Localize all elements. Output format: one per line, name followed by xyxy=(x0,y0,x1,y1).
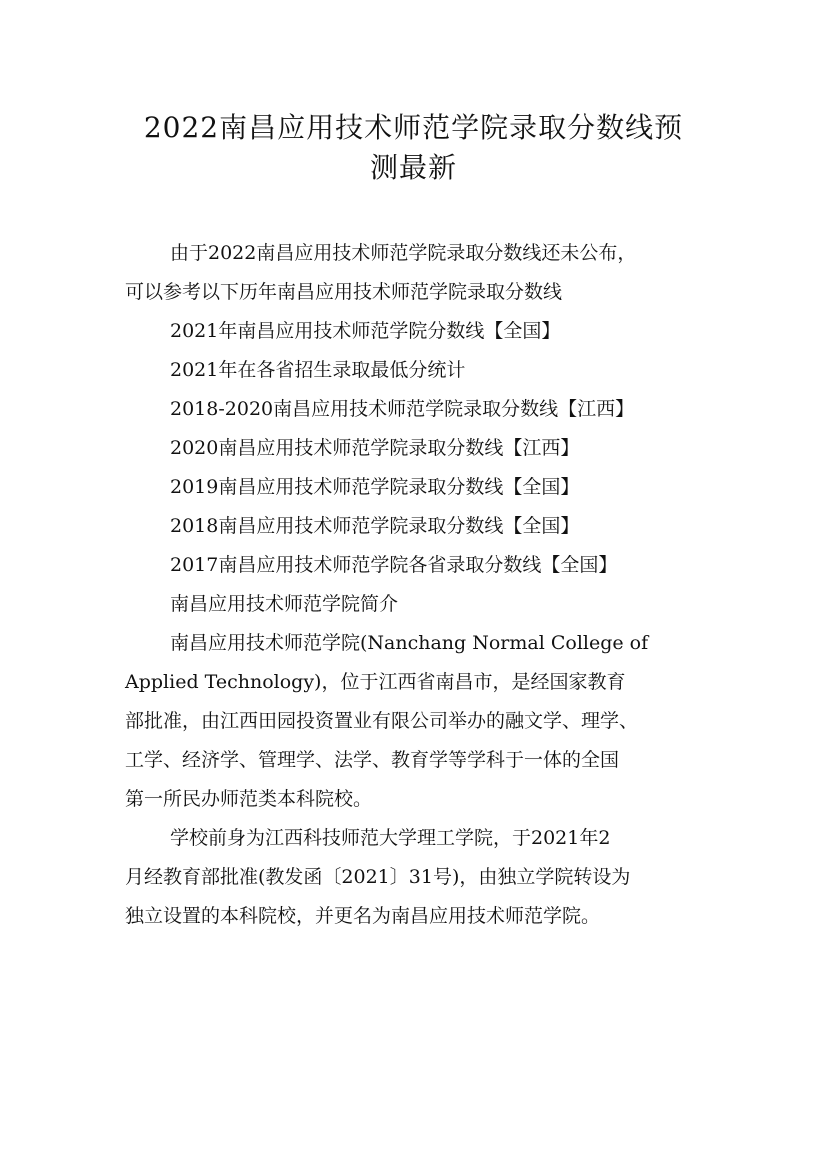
list-item: 2018南昌应用技术师范学院录取分数线【全国】 xyxy=(170,515,580,537)
section-heading: 南昌应用技术师范学院简介 xyxy=(170,593,399,615)
paragraph-line: 由于2022南昌应用技术师范学院录取分数线还未公布， xyxy=(170,242,637,264)
paragraph-line: 第一所民办师范类本科院校。 xyxy=(125,788,373,810)
paragraph-line: 工学、经济学、管理学、法学、教育学等学科于一体的全国 xyxy=(125,749,620,771)
list-item: 2021年在各省招生录取最低分统计 xyxy=(170,359,466,381)
paragraph-line: 月经教育部批准(教发函〔2021〕31号)，由独立学院转设为 xyxy=(125,866,631,888)
list-item: 2018-2020南昌应用技术师范学院录取分数线【江西】 xyxy=(170,398,635,420)
list-item: 2019南昌应用技术师范学院录取分数线【全国】 xyxy=(170,476,580,498)
paragraph-line: 南昌应用技术师范学院(Nanchang Normal College of xyxy=(170,632,649,654)
paragraph-line: 可以参考以下历年南昌应用技术师范学院录取分数线 xyxy=(125,281,563,303)
document-title-line-1: 2022南昌应用技术师范学院录取分数线预 xyxy=(143,111,684,144)
paragraph-line: 部批准，由江西田园投资置业有限公司举办的融文学、理学、 xyxy=(125,710,639,732)
paragraph-line: 学校前身为江西科技师范大学理工学院，于2021年2 xyxy=(170,827,611,849)
list-item: 2017南昌应用技术师范学院各省录取分数线【全国】 xyxy=(170,554,618,576)
list-item: 2021年南昌应用技术师范学院分数线【全国】 xyxy=(170,320,561,342)
paragraph-line: 独立设置的本科院校，并更名为南昌应用技术师范学院。 xyxy=(125,905,601,927)
list-item: 2020南昌应用技术师范学院录取分数线【江西】 xyxy=(170,437,580,459)
document-title-line-2: 测最新 xyxy=(369,151,457,184)
paragraph-line: Applied Technology)，位于江西省南昌市，是经国家教育 xyxy=(125,671,626,693)
